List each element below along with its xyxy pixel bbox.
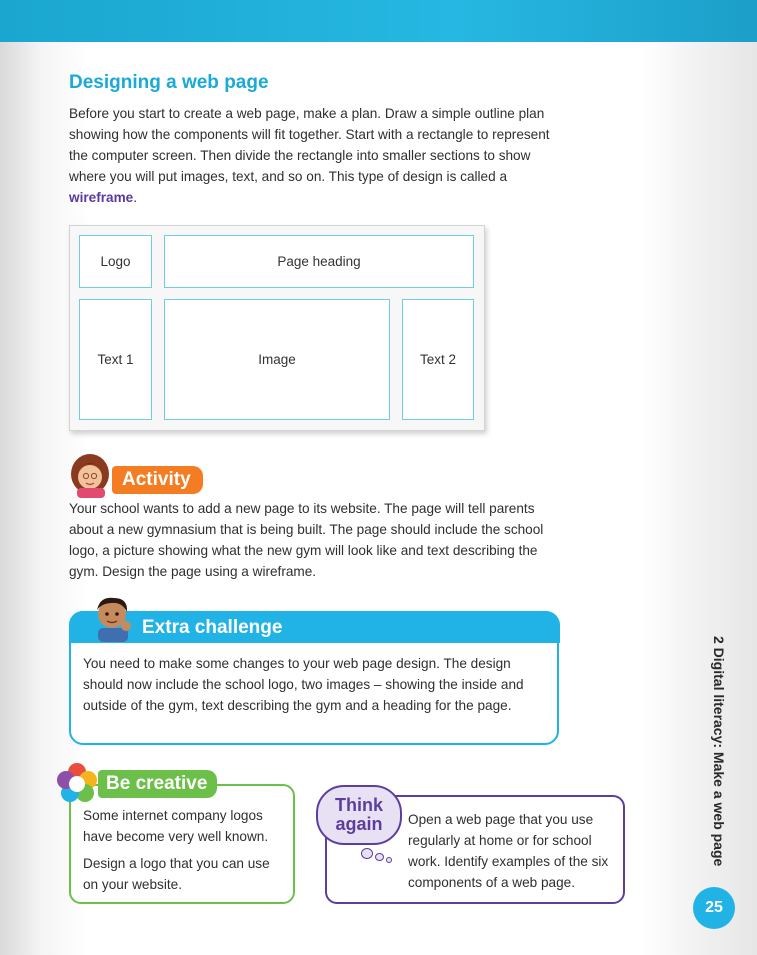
be-creative-label: Be creative [106, 773, 208, 794]
section-heading: Designing a web page [69, 72, 269, 93]
thought-bubble-large [361, 848, 373, 859]
wireframe-heading-box [164, 235, 474, 288]
think-again-text: Open a web page that you use regularly at home or for school work. Identify examples of the six components of a web page. [408, 812, 609, 890]
wireframe-text2-box [402, 299, 474, 420]
page-number: 25 [693, 887, 735, 929]
wireframe-text1-label: Text 1 [97, 352, 134, 367]
be-creative-text-2: Design a logo that you can use on your website. [83, 856, 270, 892]
activity-tag [112, 466, 203, 494]
intro-end: . [133, 190, 138, 205]
intro-text: Before you start to create a web page, make a plan. Draw a simple outline plan showing how the components will fit together. Start with a rectangle to represent the computer screen. Then divide the rectangle into smaller sections to show where you will put images, text, and so on. This type of design is called a [69, 106, 550, 184]
wireframe-text2-label: Text 2 [419, 352, 457, 367]
extra-challenge-text: You need to make some changes to your web page design. The design should now include the school logo, two images – showing the inside and outside of the gym, text describing the gym and a heading for the page. [83, 656, 524, 713]
activity-label: Activity [122, 469, 191, 490]
activity-text: Your school wants to add a new page to its website. The page will tell parents about a new gymnasium that is being built. The page should include the school logo, a picture showing what the new gym will look like and text describing the gym. Design the page using a wireframe. [69, 501, 544, 579]
keyword-wireframe: wireframe [69, 190, 134, 205]
intro-paragraph [69, 103, 559, 208]
wireframe-image-box [164, 299, 390, 420]
wireframe-image-label: Image [258, 352, 296, 367]
thought-bubble-medium [375, 853, 384, 861]
wireframe-diagram [69, 225, 485, 431]
be-creative-flower-icon [55, 762, 99, 806]
be-creative-text-1: Some internet company logos have become very well known. [83, 808, 269, 844]
wireframe-logo-label: Logo [100, 254, 131, 269]
think-again-cloud-icon [316, 785, 402, 845]
extra-challenge-title: Extra challenge [142, 617, 283, 638]
extra-challenge-boy-illustration [88, 592, 138, 644]
thought-bubble-small [386, 857, 392, 863]
wireframe-text1-box [79, 299, 152, 420]
wireframe-logo-box [79, 235, 152, 288]
think-again-line-2: again [335, 814, 383, 834]
wireframe-heading-label: Page heading [277, 254, 361, 269]
top-color-band [0, 0, 757, 42]
think-again-line-1: Think [335, 795, 383, 815]
be-creative-tag [98, 770, 217, 798]
side-chapter-title: 2 Digital literacy: Make a web page [711, 636, 727, 867]
